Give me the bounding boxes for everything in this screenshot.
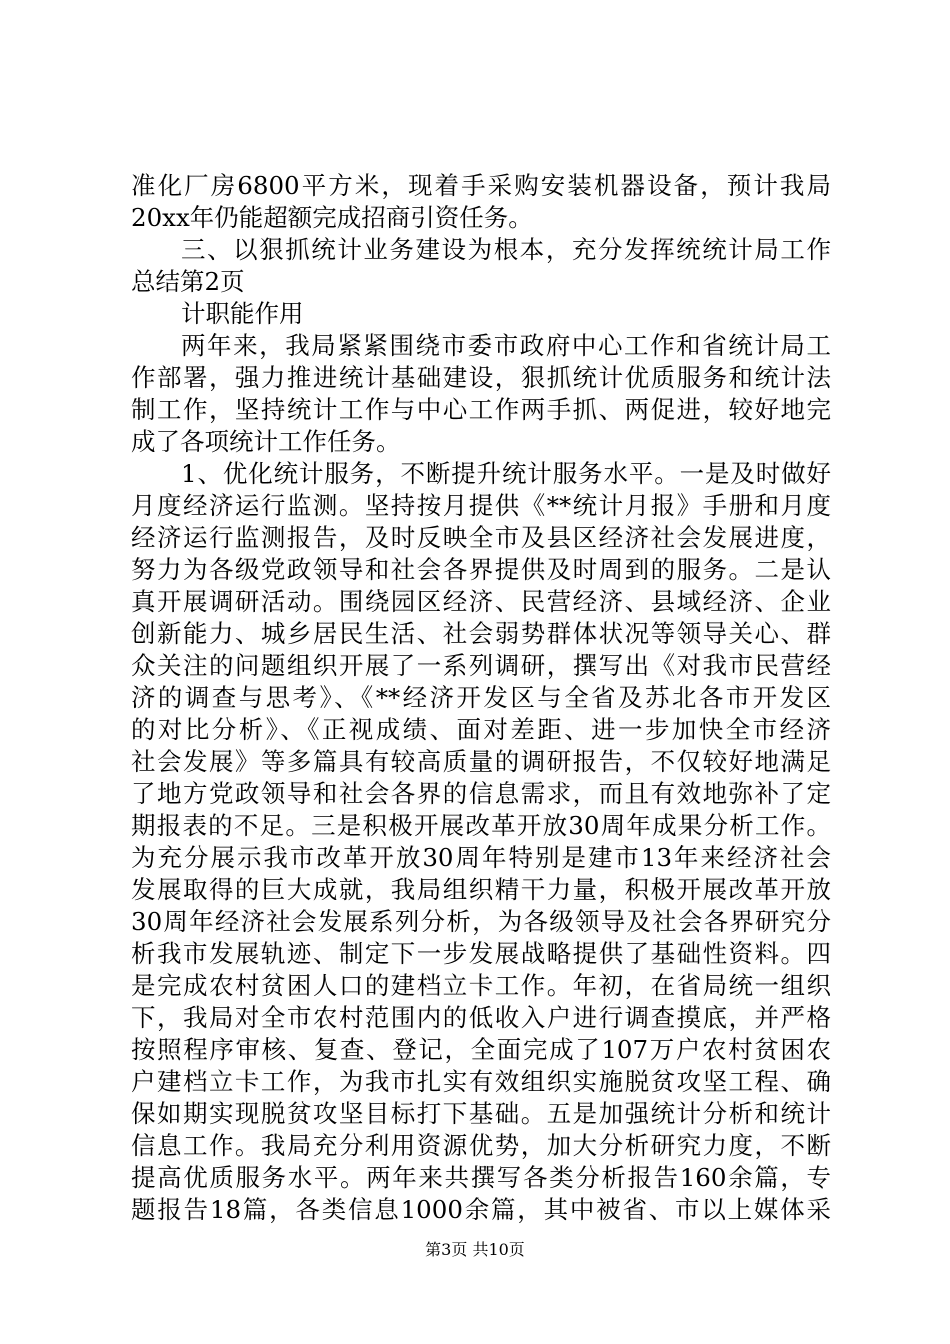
text-line: 真开展调研活动。围绕园区经济、民营经济、县域经济、企业 (131, 587, 831, 616)
text-line: 期报表的不足。三是积极开展改革开放30周年成果分析工作。 (131, 811, 831, 840)
text-line: 成了各项统计工作任务。 (131, 427, 401, 456)
text-line: 户建档立卡工作，为我市扎实有效组织实施脱贫攻坚工程、确 (131, 1067, 831, 1096)
text-line: 计职能作用 (181, 299, 304, 328)
text-line: 30周年经济社会发展系列分析，为各级领导及社会各界研究分 (131, 907, 831, 936)
text-line: 济的调查与思考》、《**经济开发区与全省及苏北各市开发区 (131, 683, 831, 712)
text-line: 下，我局对全市农村范围内的低收入户进行调查摸底，并严格 (131, 1003, 831, 1032)
text-line: 20xx年仍能超额完成招商引资任务。 (131, 203, 533, 232)
text-line: 三、以狠抓统计业务建设为根本，充分发挥统统计局工作 (181, 235, 831, 264)
text-line: 的对比分析》、《正视成绩、面对差距、进一步加快全市经济 (131, 715, 831, 744)
text-line: 月度经济运行监测。坚持按月提供《**统计月报》手册和月度 (131, 491, 831, 520)
text-line: 发展取得的巨大成就，我局组织精干力量，积极开展改革开放 (131, 875, 831, 904)
text-line: 社会发展》等多篇具有较高质量的调研报告，不仅较好地满足 (131, 747, 831, 776)
text-line: 作部署，强力推进统计基础建设，狠抓统计优质服务和统计法 (131, 363, 831, 392)
text-line: 保如期实现脱贫攻坚目标打下基础。五是加强统计分析和统计 (131, 1099, 831, 1128)
text-line: 提高优质服务水平。两年来共撰写各类分析报告160余篇，专 (131, 1163, 831, 1192)
text-line: 信息工作。我局充分利用资源优势，加大分析研究力度，不断 (131, 1131, 831, 1160)
text-line: 努力为各级党政领导和社会各界提供及时周到的服务。二是认 (131, 555, 831, 584)
text-line: 创新能力、城乡居民生活、社会弱势群体状况等领导关心、群 (131, 619, 831, 648)
document-body (131, 170, 831, 1226)
text-line: 总结第2页 (131, 267, 245, 296)
text-line: 1、优化统计服务，不断提升统计服务水平。一是及时做好 (181, 459, 831, 488)
text-line: 众关注的问题组织开展了一系列调研，撰写出《对我市民营经 (131, 651, 831, 680)
page-footer: 第3页 共10页 (425, 1240, 525, 1259)
text-line: 析我市发展轨迹、制定下一步发展战略提供了基础性资料。四 (131, 939, 831, 968)
text-line: 了地方党政领导和社会各界的信息需求，而且有效地弥补了定 (131, 779, 831, 808)
text-line: 经济运行监测报告，及时反映全市及县区经济社会发展进度， (131, 523, 831, 552)
text-line: 两年来，我局紧紧围绕市委市政府中心工作和省统计局工 (181, 331, 831, 360)
text-line: 是完成农村贫困人口的建档立卡工作。年初，在省局统一组织 (131, 971, 831, 1000)
text-line: 按照程序审核、复查、登记，全面完成了107万户农村贫困农 (131, 1035, 831, 1064)
text-line: 为充分展示我市改革开放30周年特别是建市13年来经济社会 (131, 843, 831, 872)
text-line: 准化厂房6800平方米，现着手采购安装机器设备，预计我局 (131, 171, 831, 200)
text-line: 制工作，坚持统计工作与中心工作两手抓、两促进，较好地完 (131, 395, 831, 424)
text-line: 题报告18篇，各类信息1000余篇，其中被省、市以上媒体采 (131, 1195, 831, 1224)
